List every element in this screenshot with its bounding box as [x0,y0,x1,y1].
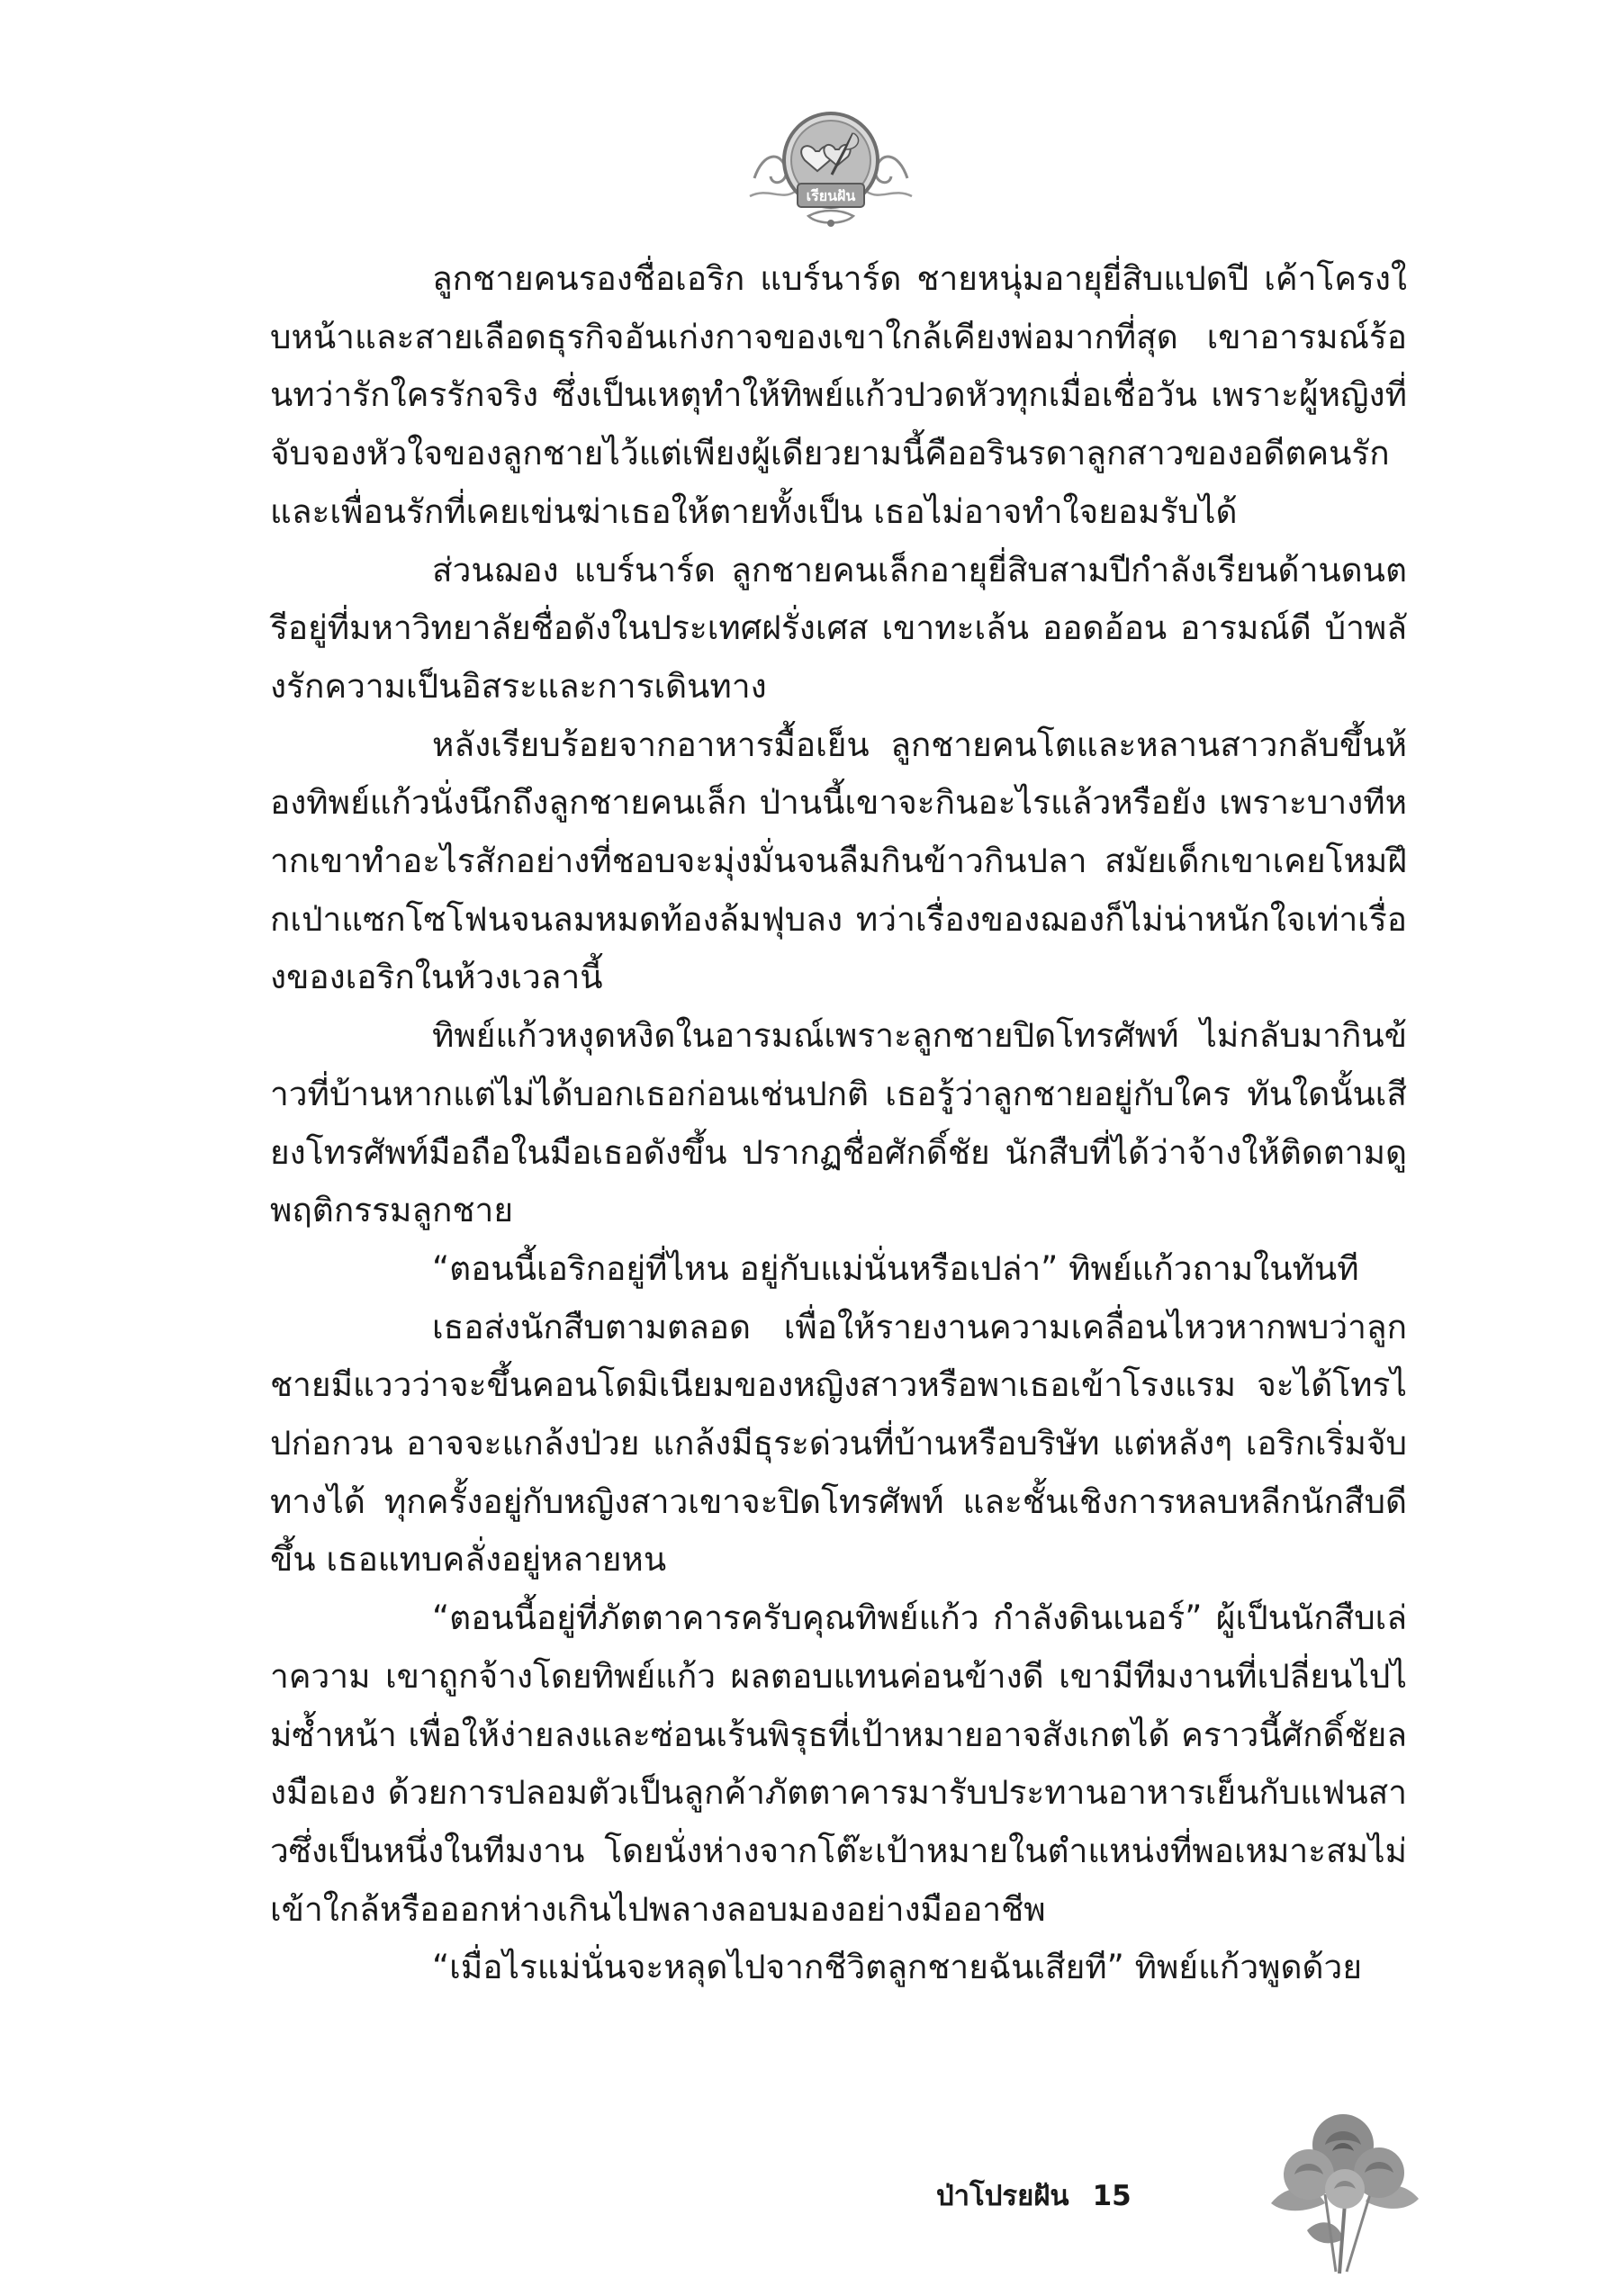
page-footer [936,2169,1132,2223]
body-text [270,250,1407,1997]
paragraph: หลังเรียบร้อยจากอาหารมื้อเย็น ลูกชายคนโตและหลานสาวกลับขึ้นห้องทิพย์แก้วนั่งนึกถึงลูกชายคนเล็ก ป่านนี้เขาจะกินอะไรแล้วหรือยัง เพราะบางทีหากเขาทำอะไรสักอย่างที่ชอบจะมุ่งมั่นจนลืมกินข้าวกินปลา สมัยเด็กเขาเคยโหมฝึกเป่าแซกโซโฟนจนลมหมดท้องล้มฟุบลง ทว่าเรื่องของฌองก็ไม่น่าหนักใจเท่าเรื่องของเอริกในห้วงเวลานี้ [270,725,1407,997]
page-number: 15 [1092,2180,1132,2212]
paragraph: “ตอนนี้อยู่ที่ภัตตาคารครับคุณทิพย์แก้ว กำลังดินเนอร์” ผู้เป็นนักสืบเล่าความ เขาถูกจ้างโดยทิพย์แก้ว ผลตอบแทนค่อนข้างดี เขามีทีมงานที่เปลี่ยนไปไม่ซ้ำหน้า เพื่อให้ง่ายลงและซ่อนเร้นพิรุธที่เป้าหมายอาจสังเกตได้ คราวนี้ศักดิ์ชัยลงมือเอง ด้วยการปลอมตัวเป็นลูกค้าภัตตาคารมารับประทานอาหารเย็นกับแฟนสาวซึ่งเป็นหนึ่งในทีมงาน โดยนั่งห่างจากโต๊ะเป้าหมายในตำแหน่งที่พอเหมาะสมไม่เข้าใกล้หรือออกห่างเกินไปพลางลอบมองอย่างมืออาชีพ [270,1598,1407,1929]
book-title: ป่าโปรยฝัน [936,2180,1069,2212]
paragraph: “เมื่อไรแม่นั่นจะหลุดไปจากชีวิตลูกชายฉันเสียที” ทิพย์แก้วพูดด้วย [432,1948,1363,1987]
paragraph: เธอส่งนักสืบตามตลอด เพื่อให้รายงานความเคลื่อนไหวหากพบว่าลูกชายมีแววว่าจะขึ้นคอนโดมิเนียมของหญิงสาวหรือพาเธอเข้าโรงแรม จะได้โทรไปก่อกวน อาจจะแกล้งป่วย แกล้งมีธุระด่วนที่บ้านหรือบริษัท แต่หลังๆ เอริกเริ่มจับทางได้ ทุกครั้งอยู่กับหญิงสาวเขาจะปิดโทรศัพท์ และชั้นเชิงการหลบหลีกนักสืบดีขึ้น เธอแทบคลั่งอยู่หลายหน [270,1307,1407,1580]
paragraph: ลูกชายคนรองชื่อเอริก แบร์นาร์ด ชายหนุ่มอายุยี่สิบแปดปี เค้าโครงใบหน้าและสายเลือดธุรกิจอันเก่งกาจของเขาใกล้เคียงพ่อมากที่สุด เขาอารมณ์ร้อนทว่ารักใครรักจริง ซึ่งเป็นเหตุทำให้ทิพย์แก้วปวดหัวทุกเมื่อเชื่อวัน เพราะผู้หญิงที่จับจองหัวใจของลูกชายไว้แต่เพียงผู้เดียวยามนี้คืออรินรดาลูกสาวของอดีตคนรักและเพื่อนรักที่เคยเข่นฆ่าเธอให้ตายทั้งเป็น เธอไม่อาจทำใจยอมรับได้ [270,259,1407,531]
rose-bouquet-icon [1253,2095,1437,2275]
ornament-emblem-icon [745,97,916,232]
paragraph: ทิพย์แก้วหงุดหงิดในอารมณ์เพราะลูกชายปิดโทรศัพท์ ไม่กลับมากินข้าวที่บ้านหากแต่ไม่ได้บอกเธอก่อนเช่นปกติ เธอรู้ว่าลูกชายอยู่กับใคร ทันใดนั้นเสียงโทรศัพท์มือถือในมือเธอดังขึ้น ปรากฏชื่อศักดิ์ชัย นักสืบที่ได้ว่าจ้างให้ติดตามดูพฤติกรรมลูกชาย [270,1016,1407,1230]
paragraph: ส่วนฌอง แบร์นาร์ด ลูกชายคนเล็กอายุยี่สิบสามปีกำลังเรียนด้านดนตรีอยู่ที่มหาวิทยาลัยชื่อดังในประเทศฝรั่งเศส เขาทะเล้น ออดอ้อน อารมณ์ดี บ้าพลังรักความเป็นอิสระและการเดินทาง [270,550,1407,706]
emblem-text: เรียนฝัน [806,187,856,204]
paragraph: “ตอนนี้เอริกอยู่ที่ไหน อยู่กับแม่นั่นหรือเปล่า” ทิพย์แก้วถามในทันที [432,1248,1359,1288]
